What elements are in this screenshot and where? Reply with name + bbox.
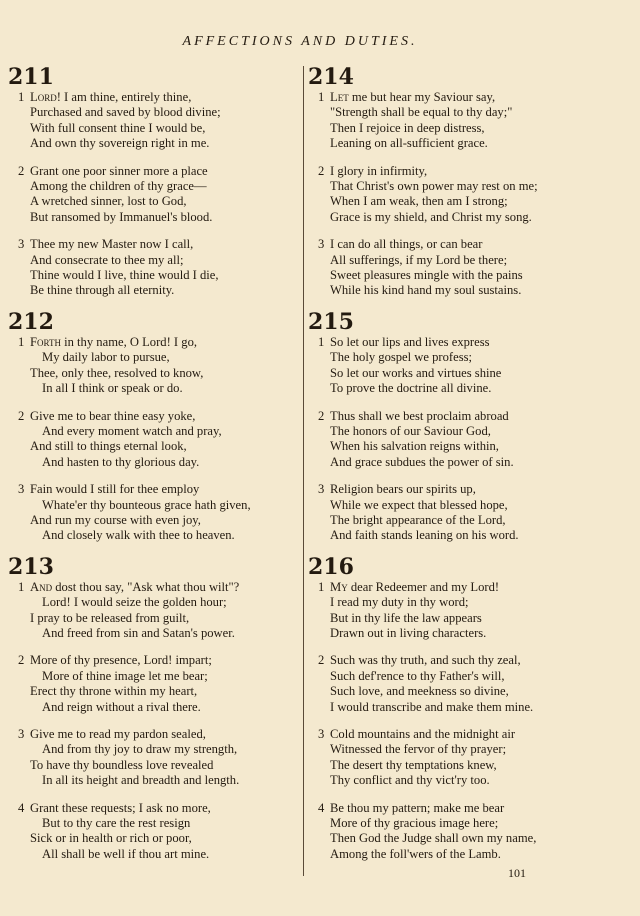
verse-line xyxy=(18,482,300,497)
line-text: And still to things eternal look, xyxy=(30,439,187,454)
line-text: More of thy gracious image here; xyxy=(330,816,499,831)
verse xyxy=(18,653,300,715)
first-word: And xyxy=(30,579,53,594)
verse xyxy=(18,335,300,397)
verse-line xyxy=(318,409,600,424)
line-text: I read my duty in thy word; xyxy=(330,595,469,610)
line-text: In all its height and breadth and length. xyxy=(42,773,240,788)
line-text: While his kind hand my soul sustains. xyxy=(330,283,522,298)
verse-line xyxy=(18,626,300,641)
line-text: But to thy care the rest resign xyxy=(42,816,191,831)
line-text: So let our lips and lives express xyxy=(330,334,490,349)
verse-line xyxy=(318,773,600,788)
verse xyxy=(318,580,600,642)
verse-line xyxy=(18,700,300,715)
line-text: "Strength shall be equal to thy day;" xyxy=(330,105,513,120)
hymn-number: 215 xyxy=(308,308,354,335)
verse-line xyxy=(318,831,600,846)
verse-number: 1 xyxy=(318,334,325,349)
line-text: Be thou my pattern; make me bear xyxy=(330,800,505,815)
verse-line xyxy=(18,580,300,595)
verse-line xyxy=(18,727,300,742)
line-text: Whate'er thy bounteous grace hath given, xyxy=(42,497,251,512)
line-text: Witnessed the fervor of thy prayer; xyxy=(330,742,507,757)
line-text: More of thine image let me bear; xyxy=(42,668,208,683)
line-text: All shall be well if thou art mine. xyxy=(42,846,210,861)
line-text: Purchased and saved by blood divine; xyxy=(30,105,221,120)
verse-line xyxy=(318,498,600,513)
verse-line xyxy=(318,626,600,641)
verse-line xyxy=(18,816,300,831)
line-text: dost thou say, "Ask what thou wilt"? xyxy=(52,579,240,594)
verse xyxy=(18,237,300,299)
verse-line xyxy=(318,816,600,831)
verse-line xyxy=(318,727,600,742)
verse-line xyxy=(318,350,600,365)
line-text: Give me to bear thine easy yoke, xyxy=(30,408,196,423)
hymn xyxy=(8,64,300,299)
hymn-number: 212 xyxy=(8,308,54,335)
line-text: That Christ's own power may rest on me; xyxy=(330,179,538,194)
line-text: And reign without a rival there. xyxy=(42,699,201,714)
verse-line xyxy=(318,439,600,454)
verse-number: 1 xyxy=(18,579,25,594)
verse-line xyxy=(318,758,600,773)
verse-number: 2 xyxy=(318,163,325,178)
line-text: All sufferings, if my Lord be there; xyxy=(330,252,508,267)
line-text: Among the foll'wers of the Lamb. xyxy=(330,846,501,861)
hymn xyxy=(8,309,300,544)
verse-line xyxy=(18,366,300,381)
verse-line xyxy=(318,669,600,684)
verse-number: 1 xyxy=(18,334,25,349)
verse-number: 3 xyxy=(18,482,25,497)
line-text: Thee my new Master now I call, xyxy=(30,237,194,252)
line-text: And from thy joy to draw my strength, xyxy=(42,742,238,757)
line-text: Such def'rence to thy Father's will, xyxy=(330,668,505,683)
verse xyxy=(318,335,600,397)
first-word: Forth xyxy=(30,334,61,349)
verse-number: 3 xyxy=(318,727,325,741)
line-text: Grant these requests; I ask no more, xyxy=(30,800,211,815)
verse-line xyxy=(318,455,600,470)
line-text: Thus shall we best proclaim abroad xyxy=(330,408,509,423)
line-text: Drawn out in living characters. xyxy=(330,625,487,640)
line-text: Religion bears our spirits up, xyxy=(330,482,476,497)
verse-line xyxy=(318,237,600,252)
line-text: Sick or in health or rich or poor, xyxy=(30,831,192,846)
verse-line xyxy=(318,482,600,497)
verse-line xyxy=(18,653,300,668)
verse-line xyxy=(18,513,300,528)
first-word: Let xyxy=(330,90,349,104)
column-divider xyxy=(303,66,304,876)
line-text: Among the children of thy grace— xyxy=(30,179,207,194)
line-text: Be thine through all eternity. xyxy=(30,283,175,298)
verse-line xyxy=(18,528,300,543)
line-text: With full consent thine I would be, xyxy=(30,120,206,135)
verse-line xyxy=(318,283,600,298)
line-text: I pray to be released from guilt, xyxy=(30,610,190,625)
verse xyxy=(318,727,600,789)
verse-number: 1 xyxy=(318,90,325,104)
verse-number: 1 xyxy=(318,579,325,594)
line-text: I glory in infirmity, xyxy=(330,163,428,178)
verse-line xyxy=(318,164,600,179)
line-text: I can do all things, or can bear xyxy=(330,237,483,252)
verse-line xyxy=(18,253,300,268)
line-text: And run my course with even joy, xyxy=(30,512,201,527)
line-text: And every moment watch and pray, xyxy=(42,423,222,438)
line-text: But ransomed by Immanuel's blood. xyxy=(30,209,213,224)
line-text: More of thy presence, Lord! impart; xyxy=(30,653,212,668)
verse-number: 3 xyxy=(18,237,25,252)
verse-line xyxy=(318,136,600,151)
line-text: in thy name, O Lord! I go, xyxy=(60,334,198,349)
line-text: And grace subdues the power of sin. xyxy=(330,454,514,469)
verse-line xyxy=(18,611,300,626)
line-text: Such love, and meekness so divine, xyxy=(330,684,509,699)
verse-number: 3 xyxy=(18,727,25,741)
line-text: Such was thy truth, and such thy zeal, xyxy=(330,653,521,668)
verse-line xyxy=(18,847,300,862)
line-text: To have thy boundless love revealed xyxy=(30,757,214,772)
line-text: dear Redeemer and my Lord! xyxy=(347,579,500,594)
verse-number: 2 xyxy=(18,163,25,178)
verse-line xyxy=(318,700,600,715)
verse-line xyxy=(18,409,300,424)
line-text: And freed from sin and Satan's power. xyxy=(42,625,235,640)
verse-number: 2 xyxy=(318,653,325,668)
line-text: Then God the Judge shall own my name, xyxy=(330,831,537,846)
verse xyxy=(18,801,300,863)
page-number: 101 xyxy=(508,866,526,880)
verse xyxy=(318,164,600,226)
verse-line xyxy=(18,498,300,513)
first-word: Lord xyxy=(30,90,57,104)
verse-line xyxy=(18,455,300,470)
verse-line xyxy=(18,831,300,846)
line-text: Cold mountains and the midnight air xyxy=(330,727,516,741)
verse-line xyxy=(318,381,600,396)
line-text: While we expect that blessed hope, xyxy=(330,497,508,512)
verse-line xyxy=(318,179,600,194)
line-text: Fain would I still for thee employ xyxy=(30,482,200,497)
left-column xyxy=(8,64,300,872)
verse-line xyxy=(318,194,600,209)
verse-number: 2 xyxy=(318,408,325,423)
verse-line xyxy=(18,350,300,365)
verse-line xyxy=(318,366,600,381)
hymn-number: 216 xyxy=(308,553,354,580)
verse-line xyxy=(18,105,300,120)
verse-line xyxy=(318,210,600,225)
line-text: Grant one poor sinner more a place xyxy=(30,163,208,178)
line-text: So let our works and virtues shine xyxy=(330,365,502,380)
page-header: AFFECTIONS AND DUTIES. xyxy=(182,34,418,49)
verse-line xyxy=(18,268,300,283)
hymn xyxy=(308,309,600,544)
verse-line xyxy=(18,684,300,699)
verse-line xyxy=(318,684,600,699)
verse-line xyxy=(18,90,300,105)
verse xyxy=(318,482,600,544)
line-text: But in thy life the law appears xyxy=(330,610,482,625)
hymn-number: 213 xyxy=(8,553,54,580)
verse-line xyxy=(18,381,300,396)
line-text: Thy conflict and thy vict'ry too. xyxy=(330,773,490,788)
verse-number: 3 xyxy=(318,237,325,252)
line-text: Thee, only thee, resolved to know, xyxy=(30,365,204,380)
line-text: ! I am thine, entirely thine, xyxy=(56,90,192,104)
verse xyxy=(18,727,300,789)
line-text: Lord! I would seize the golden hour; xyxy=(42,595,227,610)
hymn-number: 211 xyxy=(8,64,54,90)
verse xyxy=(18,90,300,152)
verse-line xyxy=(18,439,300,454)
verse xyxy=(18,580,300,642)
hymn xyxy=(308,64,600,299)
line-text: A wretched sinner, lost to God, xyxy=(30,194,187,209)
verse-line xyxy=(18,179,300,194)
verse-line xyxy=(318,742,600,757)
line-text: Erect thy throne within my heart, xyxy=(30,684,198,699)
verse-number: 4 xyxy=(318,800,325,815)
verse-line xyxy=(318,595,600,610)
line-text: And hasten to thy glorious day. xyxy=(42,454,200,469)
verse-line xyxy=(318,121,600,136)
verse-line xyxy=(18,801,300,816)
verse-line xyxy=(18,136,300,151)
verse-number: 2 xyxy=(18,408,25,423)
line-text: When his salvation reigns within, xyxy=(330,439,499,454)
line-text: The holy gospel we profess; xyxy=(330,350,472,365)
verse-number: 1 xyxy=(18,90,25,104)
verse xyxy=(318,801,600,863)
line-text: When I am weak, then am I strong; xyxy=(330,194,508,209)
verse-line xyxy=(18,283,300,298)
verse-line xyxy=(318,847,600,862)
line-text: The honors of our Saviour God, xyxy=(330,423,491,438)
line-text: In all I think or speak or do. xyxy=(42,381,183,396)
verse xyxy=(18,409,300,471)
verse-line xyxy=(318,528,600,543)
verse-line xyxy=(18,742,300,757)
verse-line xyxy=(18,237,300,252)
verse-line xyxy=(18,194,300,209)
line-text: Then I rejoice in deep distress, xyxy=(330,120,485,135)
line-text: Leaning on all-sufficient grace. xyxy=(330,136,488,151)
verse-line xyxy=(318,801,600,816)
right-column xyxy=(308,64,600,872)
verse xyxy=(18,482,300,544)
line-text: I would transcribe and make them mine. xyxy=(330,699,534,714)
verse-line xyxy=(18,335,300,350)
verse-line xyxy=(18,121,300,136)
verse-line xyxy=(318,105,600,120)
verse-line xyxy=(318,513,600,528)
verse xyxy=(318,237,600,299)
verse-line xyxy=(318,268,600,283)
verse xyxy=(318,90,600,152)
verse-line xyxy=(18,424,300,439)
verse-line xyxy=(318,90,600,105)
line-text: And faith stands leaning on his word. xyxy=(330,528,519,543)
hymn xyxy=(308,554,600,863)
verse-line xyxy=(318,335,600,350)
line-text: me but hear my Saviour say, xyxy=(348,90,496,104)
verse-line xyxy=(318,653,600,668)
first-word: My xyxy=(330,579,348,594)
verse xyxy=(318,653,600,715)
verse-line xyxy=(318,611,600,626)
line-text: To prove the doctrine all divine. xyxy=(330,381,492,396)
verse-line xyxy=(18,669,300,684)
verse-line xyxy=(18,595,300,610)
verse xyxy=(18,164,300,226)
hymn xyxy=(8,554,300,863)
verse xyxy=(318,409,600,471)
verse-number: 3 xyxy=(318,482,325,497)
line-text: Grace is my shield, and Christ my song. xyxy=(330,209,532,224)
line-text: The bright appearance of the Lord, xyxy=(330,512,506,527)
line-text: And own thy sovereign right in me. xyxy=(30,136,210,151)
verse-number: 4 xyxy=(18,800,25,815)
line-text: The desert thy temptations knew, xyxy=(330,757,497,772)
verse-line xyxy=(318,580,600,595)
verse-line xyxy=(18,773,300,788)
verse-line xyxy=(18,758,300,773)
line-text: Give me to read my pardon sealed, xyxy=(30,727,206,741)
line-text: My daily labor to pursue, xyxy=(42,350,170,365)
hymn-number: 214 xyxy=(308,64,354,90)
verse-line xyxy=(18,210,300,225)
line-text: And closely walk with thee to heaven. xyxy=(42,528,235,543)
verse-line xyxy=(318,253,600,268)
line-text: And consecrate to thee my all; xyxy=(30,252,184,267)
verse-number: 2 xyxy=(18,653,25,668)
verse-line xyxy=(18,164,300,179)
verse-line xyxy=(318,424,600,439)
line-text: Sweet pleasures mingle with the pains xyxy=(330,268,523,283)
line-text: Thine would I live, thine would I die, xyxy=(30,268,219,283)
